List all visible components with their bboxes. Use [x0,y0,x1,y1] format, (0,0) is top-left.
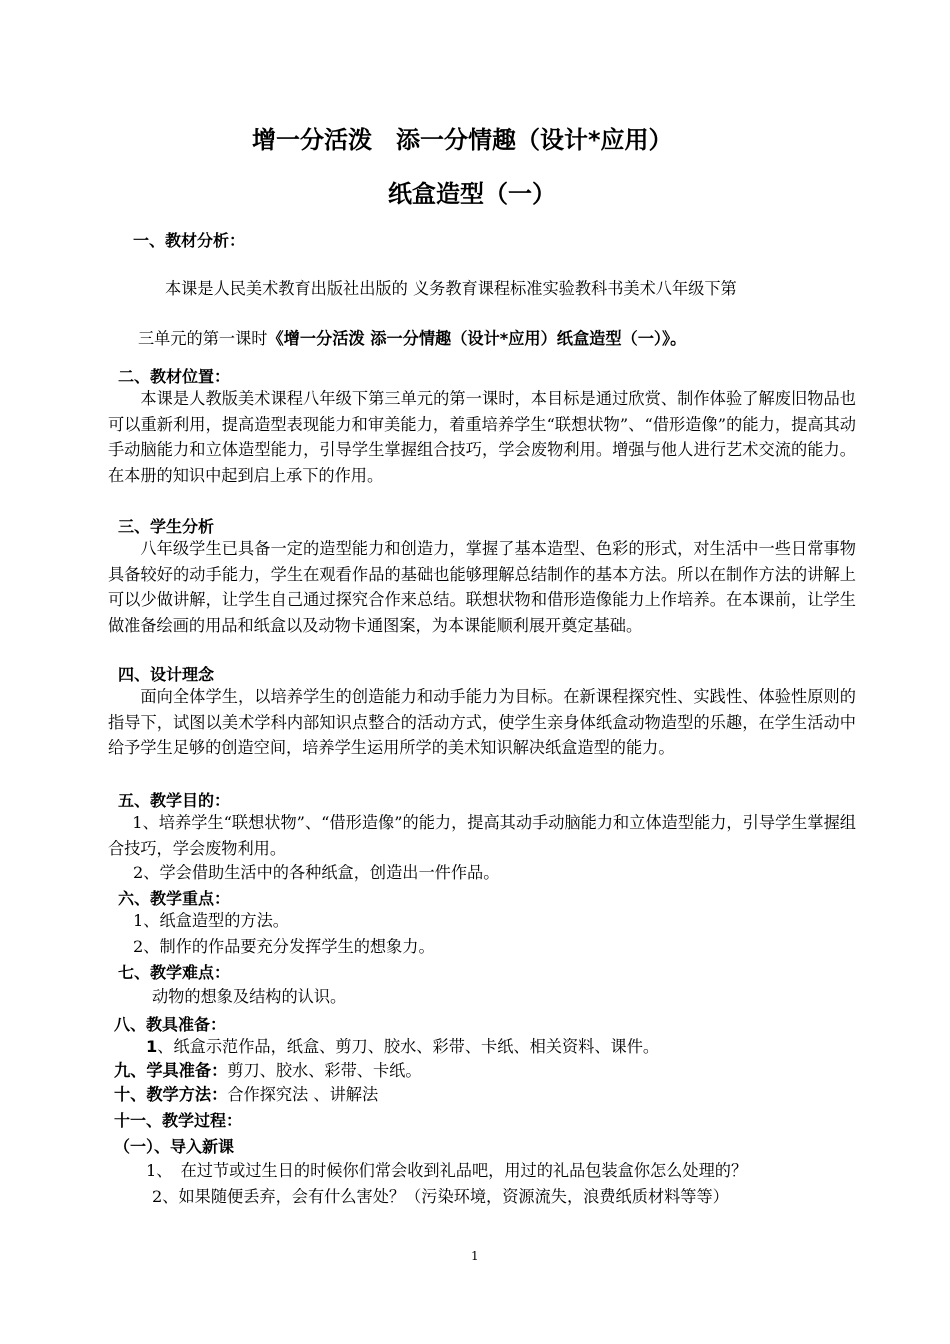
section-5-item-2: 2、学会借助生活中的各种纸盒，创造出一件作品。 [133,863,500,882]
section-1-course-title: 《增一分活泼 添一分情趣（设计*应用）纸盒造型（一）》。 [267,329,687,348]
section-7-heading: 七、教学难点： [118,963,231,982]
section-8-item-1-text: 、纸盒示范作品，纸盒、剪刀、胶水、彩带、卡纸、相关资料、课件。 [157,1037,660,1056]
section-8-heading: 八、教具准备： [114,1015,227,1034]
section-2-heading: 二、教材位置： [118,367,231,386]
section-7-item-1: 动物的想象及结构的认识。 [152,987,347,1006]
section-11-heading: 十一、教学过程： [114,1111,243,1130]
section-11-item-1: 1、 在过节或过生日的时候你们常会收到礼品吧，用过的礼品包装盒你怎么处理的？ [146,1161,748,1180]
section-11-subheading: （一）、导入新课 [114,1137,235,1156]
section-1-heading: 一、教材分析： [133,231,246,250]
section-3-heading: 三、学生分析 [118,517,215,536]
section-5-item-1: 1、培养学生“联想状物”、“借形造像”的能力，提高其动手动脑能力和立体造型能力，引导学生掌握组合技巧，学会废物利用。 [108,813,856,858]
section-1-line-2 [138,326,686,352]
section-8-item-1 [146,1034,659,1060]
section-1-line-2-prefix: 三单元的第一课时 [138,329,268,348]
section-11-item-2: 2、如果随便丢弃，会有什么害处？（污染环境，资源流失，浪费纸质材料等等） [152,1187,729,1206]
section-9 [114,1058,422,1084]
section-10-heading: 十、教学方法： [114,1085,228,1104]
section-3-body: 八年级学生已具备一定的造型能力和创造力，掌握了基本造型、色彩的形式，对生活中一些日常事物具备较好的动手能力，学生在观看作品的基础也能够理解总结制作的基本方法。所以在制作方法的讲解上可以少做讲解，让学生自己通过探究合作来总结。联想状物和借形造像能力上作培养。在本课前，让学生做准备绘画的用品和纸盒以及动物卡通图案，为本课能顺利展开奠定基础。 [108,539,856,635]
section-1-line-1: 本课是人民美术教育出版社出版的 义务教育课程标准实验教科书美术八年级下第 [165,279,737,298]
section-6-item-1: 1、纸盒造型的方法。 [133,911,289,930]
section-10-text: 合作探究法 、讲解法 [227,1085,379,1104]
section-9-heading: 九、学具准备： [114,1061,228,1080]
section-9-text: 剪刀、胶水、彩带、卡纸。 [227,1061,422,1080]
section-10 [114,1082,378,1108]
section-5-heading: 五、教学目的： [118,791,231,810]
section-8-item-1-number: 1 [146,1037,158,1056]
document-title: 增一分活泼 添一分情趣（设计*应用） [252,126,673,154]
document-subtitle: 纸盒造型（一） [388,180,556,208]
section-4-heading: 四、设计理念 [118,665,215,684]
page-number: 1 [471,1249,479,1263]
section-4-body: 面向全体学生，以培养学生的创造能力和动手能力为目标。在新课程探究性、实践性、体验性原则的指导下，试图以美术学科内部知识点整合的活动方式，使学生亲身体纸盒动物造型的乐趣，在学生活动中给予学生足够的创造空间，培养学生运用所学的美术知识解决纸盒造型的能力。 [108,687,856,758]
section-2-body: 本课是人教版美术课程八年级下第三单元的第一课时，本目标是通过欣赏、制作体验了解废旧物品也可以重新利用，提高造型表现能力和审美能力，着重培养学生“联想状物”、“借形造像”的能力，提高其动手动脑能力和立体造型能力，引导学生掌握组合技巧，学会废物利用。增强与他人进行艺术交流的能力。在本册的知识中起到启上承下的作用。 [108,389,856,485]
section-6-heading: 六、教学重点： [118,889,231,908]
section-6-item-2: 2、制作的作品要充分发挥学生的想象力。 [133,937,435,956]
